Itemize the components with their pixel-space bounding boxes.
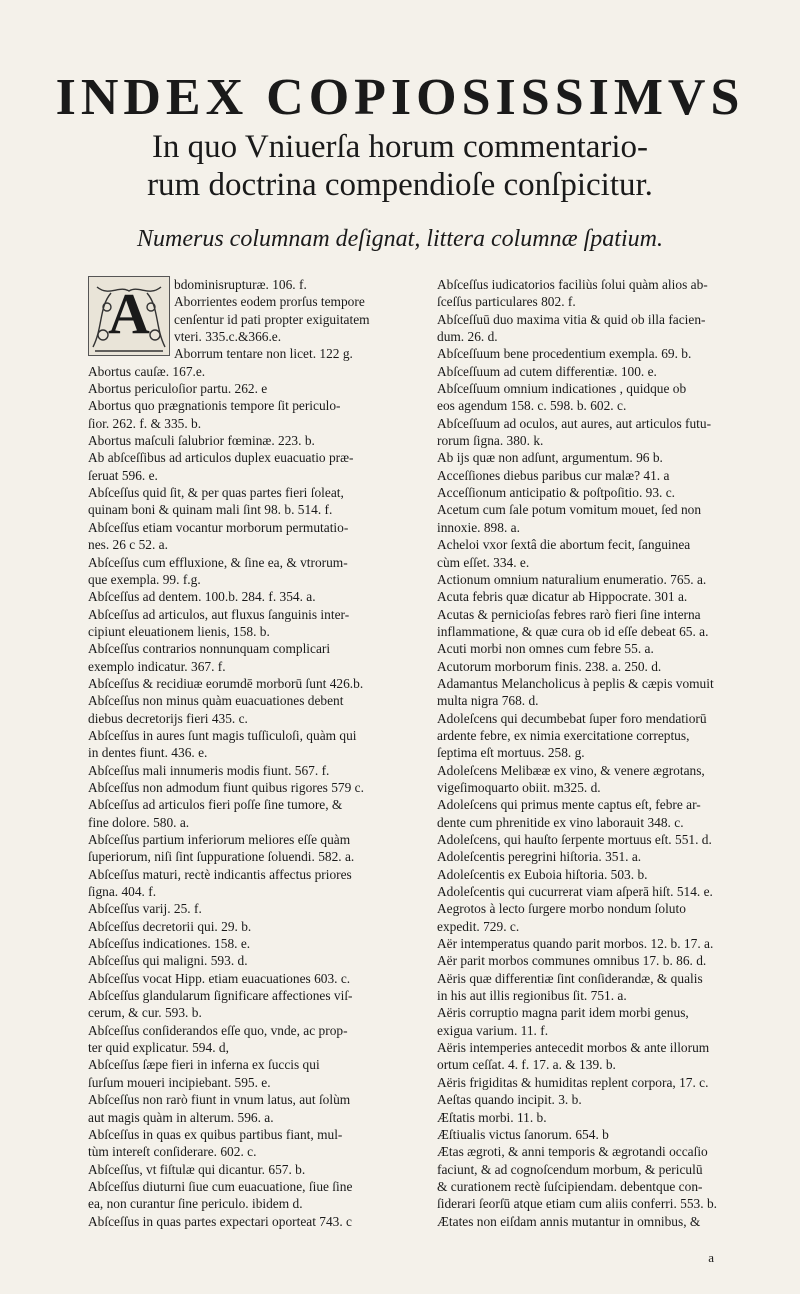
index-entry-line: ſiderari ſeorſū atque etiam cum aliis conferri. 553. b. (437, 1196, 717, 1212)
index-entry-line: Abſceſſus contrarios nonnunquam complicari (88, 641, 331, 657)
index-entry-line: Adoleſcentis ex Euboia hiſtoria. 503. b. (437, 866, 648, 882)
index-entry-line: & curationem rectè ſuſcipiendam. debentque con- (437, 1178, 703, 1194)
index-entry-line: Abſceſſus non minus quàm euacuationes debent (88, 693, 344, 709)
index-entry-line: Abſceſſus glandularum ſignificare affectiones viſ- (88, 988, 353, 1004)
index-entry-line: tùm intereſt conſiderare. 602. c. (88, 1144, 257, 1160)
index-entry-line: Abortus maſculi ſalubrior fœminæ. 223. b. (88, 433, 315, 449)
drop-cap-letter: A (108, 281, 150, 346)
index-entry-line: ortum ceſſat. 4. f. 17. a. & 139. b. (437, 1057, 616, 1073)
index-entry-line: diebus decretorijs fieri 435. c. (88, 710, 248, 726)
index-entry-line: ſeptima eſt mortuus. 258. g. (437, 745, 585, 761)
index-entry-line: Æſtiualis victus ſanorum. 654. b (437, 1126, 609, 1142)
index-entry-line: cipiunt eleuationem lienis, 158. b. (88, 623, 270, 639)
index-entry-line: Acutas & pernicioſas febres rarò fieri ſine interna (437, 606, 701, 622)
index-entry-line: Abſceſſus ad articulos fieri poſſe ſine tumore, & (88, 797, 343, 813)
ornamental-initial-icon (88, 276, 170, 356)
index-entry-line: Abſceſſuum omnium indicationes , quidque ob (437, 381, 687, 397)
title-line-2: In quo Vniuerſa horum commentario- (151, 129, 649, 165)
index-entry-line: ea, non curantur ſine periculo. ibidem d. (88, 1196, 303, 1212)
index-entry-line: ſuperiorum, niſi ſint ſuppuratione ſoluendi. 582. a. (88, 849, 355, 865)
index-entry-line: Abſceſſus ad articulos, aut fluxus ſanguinis inter- (88, 606, 350, 622)
index-entry-line: Abſceſſus in quas ex quibus partibus fiant, mul- (88, 1126, 343, 1142)
index-entry-line: Ab ijs quæ non adſunt, argumentum. 96 b. (437, 450, 663, 466)
index-entry-line: in his aut illis regionibus ſit. 751. a. (437, 988, 627, 1004)
index-entry-line: Abſceſſus non admodum fiunt quibus rigores 579 c. (88, 779, 364, 795)
index-entry-line: nes. 26 c 52. a. (88, 537, 168, 553)
index-entry-line: Abortus periculoſior partu. 262. e (88, 381, 268, 397)
index-entry-line: Aër intemperatus quando parit morbos. 12. b. 17. a. (437, 936, 714, 952)
index-entry-line: ſior. 262. f. & 335. b. (88, 415, 202, 431)
signature-mark: a (708, 1250, 714, 1265)
index-entry-line: Aëris quæ differentiæ ſint conſiderandæ, & qualis (437, 970, 703, 986)
index-entry-line: Acetum cum ſale potum vomitum mouet, ſed non (437, 502, 702, 518)
index-entry-line: Abortus quo prægnationis tempore ſit periculo- (88, 398, 341, 414)
index-entry-line: Ab abſceſſibus ad articulos duplex euacuatio præ- (88, 450, 354, 466)
index-entry-line: Aëris corruptio magna parit idem morbi genus, (437, 1005, 689, 1021)
index-entry-line: Abſceſſus iudicatorios faciliùs ſolui quàm alios ab- (437, 277, 708, 292)
index-entry-line: Adoleſcentis peregrini hiſtoria. 351. a. (437, 849, 642, 865)
index-entry-line: Aëris frigiditas & humiditas replent corpora, 17. c. (437, 1074, 709, 1090)
index-entry-line: Abſceſſus cum effluxione, & ſine ea, & vtrorum- (88, 554, 348, 570)
index-entry-line: Aër parit morbos communes omnibus 17. b. 86. d. (437, 953, 707, 969)
index-entry-line: Abſceſſus non rarò fiunt in vnum latus, aut ſolùm (88, 1092, 351, 1108)
index-entry-line: eos agendum 158. c. 598. b. 602. c. (437, 398, 627, 414)
index-entry-line: Ætates non eiſdam annis mutantur in omnibus, & (437, 1213, 701, 1229)
index-entry-line: ardente febre, ex nimia exercitatione correptus, (437, 727, 690, 743)
index-entry-line: Adoleſcens Melibææ ex vino, & venere ægrotans, (437, 762, 705, 778)
index-entry-line: ſeruat 596. e. (88, 467, 158, 483)
index-entry-line: Abſceſſus ad dentem. 100.b. 284. f. 354. a. (88, 589, 316, 605)
index-entry-line: vteri. 335.c.&366.e. (174, 329, 282, 345)
index-column-right (437, 276, 787, 1230)
index-entry-line: que exempla. 99. f.g. (88, 571, 201, 587)
index-entry-line: innoxie. 898. a. (437, 519, 520, 535)
index-column-left (88, 276, 433, 1230)
index-entry-line: Actionum omnium naturalium enumeratio. 765. a. (437, 571, 707, 587)
index-entry-line: Abſceſſus etiam vocantur morborum permutatio- (88, 519, 349, 535)
index-entry-line: cùm eſſet. 334. e. (437, 554, 530, 570)
index-entry-line: exemplo indicatur. 367. f. (88, 658, 226, 674)
index-entry-line: Acuta febris quæ dicatur ab Hippocrate. 301 a. (437, 589, 688, 605)
index-entry-line: vigeſimoquarto obiit. m325. d. (437, 779, 601, 795)
index-entry-line: Abſceſſus, vt fiſtulæ qui dicantur. 657. b. (88, 1161, 306, 1177)
index-entry-line: Abſceſſus indicationes. 158. e. (88, 936, 251, 952)
index-entry-line: Aborrum tentare non licet. 122 g. (174, 346, 353, 362)
index-entry-line: Abſceſſuum bene procedentium exempla. 69. b. (437, 346, 692, 362)
index-entry-line: inflammatione, & quæ cura ob id eſſe debeat 65. a. (437, 623, 709, 639)
index-entry-line: Acceſſionum anticipatio & poſtpoſitio. 93. c. (437, 485, 676, 501)
index-entry-line: fine dolore. 580. a. (88, 814, 190, 830)
index-entry-line: Abſceſſus vocat Hipp. etiam euacuationes 603. c. (88, 970, 351, 986)
index-entry-line: Acceſſiones diebus paribus cur malæ? 41. a (437, 467, 670, 483)
index-entry-line: Abſceſſus varij. 25. f. (88, 901, 202, 917)
index-entry-line: exigua varium. 11. f. (437, 1022, 549, 1038)
page-title: INDEX COPIOSISSIMVS (55, 69, 745, 126)
index-entry-line: Abſceſſuū duo maxima vitia & quid ob illa facien- (437, 311, 706, 327)
index-entry-line: Adoleſcens qui primus mente captus eſt, febre ar- (437, 797, 701, 813)
index-entry-line: Abſceſſus qui maligni. 593. d. (88, 953, 248, 969)
index-entry-line: dum. 26. d. (437, 329, 498, 345)
index-entry-line: Æſtatis morbi. 11. b. (437, 1109, 547, 1125)
index-entry-line: Adoleſcentis qui cucurrerat viam aſperā hiſt. 514. e. (437, 884, 713, 900)
index-entry-line: Abſceſſus in aures ſunt magis tuſſiculoſi, quàm qui (88, 727, 357, 743)
subtitle: Numerus columnam deſignat, littera columnæ ſpatium. (137, 226, 663, 252)
index-entry-line: multa nigra 768. d. (437, 693, 539, 709)
index-entry-line: ter quid explicatur. 594. d, (88, 1040, 229, 1056)
index-entry-line: Acutorum morborum finis. 238. a. 250. d. (437, 658, 662, 674)
index-entry-line: Aeſtas quando incipit. 3. b. (437, 1092, 582, 1108)
index-entry-line: rorum ſigna. 380. k. (437, 433, 544, 449)
index-entry-line: Abſceſſus partium inferiorum meliores eſſe quàm (88, 832, 351, 847)
index-entry-line: Adoleſcens, qui hauſto ſerpente mortuus eſt. 551. d. (437, 832, 712, 847)
index-entry-line: Ætas ægroti, & anni temporis & ægrotandi occaſio (437, 1144, 708, 1160)
index-entry-line: Adamantus Melancholicus à peplis & cæpis vomuit (437, 675, 714, 691)
index-entry-line: Abſceſſus decretorii qui. 29. b. (88, 918, 252, 934)
index-entry-line: Abſceſſus quid ſit, & per quas partes fieri ſoleat, (88, 485, 344, 501)
index-entry-line: Adoleſcens qui decumbebat ſuper foro mendatiorū (437, 710, 707, 726)
index-entry-line: Abſceſſus diuturni ſiue cum euacuatione, ſiue ſine (88, 1178, 353, 1194)
index-entry-line: ſurſum moueri incipiebant. 595. e. (88, 1074, 271, 1090)
index-entry-line: dente cum phrenitide ex vino laborauit 348. c. (437, 814, 684, 830)
index-entry-line: cerum, & cur. 593. b. (88, 1005, 202, 1021)
index-entry-line: Abſceſſuum ad oculos, aut aures, aut articulos futu- (437, 415, 712, 431)
index-entry-line: Acheloi vxor ſextâ die abortum fecit, ſanguinea (437, 537, 691, 553)
index-entry-line: quinam boni & quinam mali ſint 98. b. 514. f. (88, 502, 333, 518)
title-line-3: rum doctrina compendioſe conſpicitur. (147, 167, 653, 203)
index-entry-line: ſigna. 404. f. (88, 884, 157, 900)
index-entry-line: Abſceſſus in quas partes expectari oporteat 743. c (88, 1213, 353, 1229)
index-entry-line: ſceſſus particulares 802. f. (437, 294, 576, 310)
index-entry-line: Aborrientes eodem prorſus tempore (174, 294, 365, 310)
index-entry-line: Abſceſſus mali innumeris modis fiunt. 567. f. (88, 762, 330, 778)
index-entry-line: Aegrotos à lecto ſurgere morbo nondum ſoluto (437, 901, 686, 917)
index-entry-line: expedit. 729. c. (437, 918, 520, 934)
index-entry-line: aut magis quàm in alterum. 596. a. (88, 1109, 274, 1125)
index-entry-line: Abortus cauſæ. 167.e. (88, 363, 206, 379)
index-entry-line: Abſceſſus & recidiuæ eorumdē morborū ſunt 426.b. (88, 675, 364, 691)
index-entry-line: bdominisrupturæ. 106. f. (174, 277, 307, 292)
index-entry-line: cenſentur id pati propter exiguitatem (174, 311, 370, 327)
index-entry-line: Abſceſſuum ad cutem differentiæ. 100. e. (437, 363, 657, 379)
index-entry-line: Abſceſſus ſæpe fieri in inferna ex ſuccis qui (88, 1057, 320, 1073)
index-entry-line: Abſceſſus conſiderandos eſſe quo, vnde, ac prop- (88, 1022, 348, 1038)
index-entry-line: Aëris intemperies antecedit morbos & ante illorum (437, 1040, 710, 1056)
index-entry-line: Acuti morbi non omnes cum febre 55. a. (437, 641, 654, 657)
index-entry-line: in dentes fiunt. 436. e. (88, 745, 208, 761)
index-entry-line: faciunt, & ad cognoſcendum morbum, & periculū (437, 1161, 703, 1177)
index-entry-line: Abſceſſus maturi, rectè indicantis affectus priores (88, 866, 352, 882)
